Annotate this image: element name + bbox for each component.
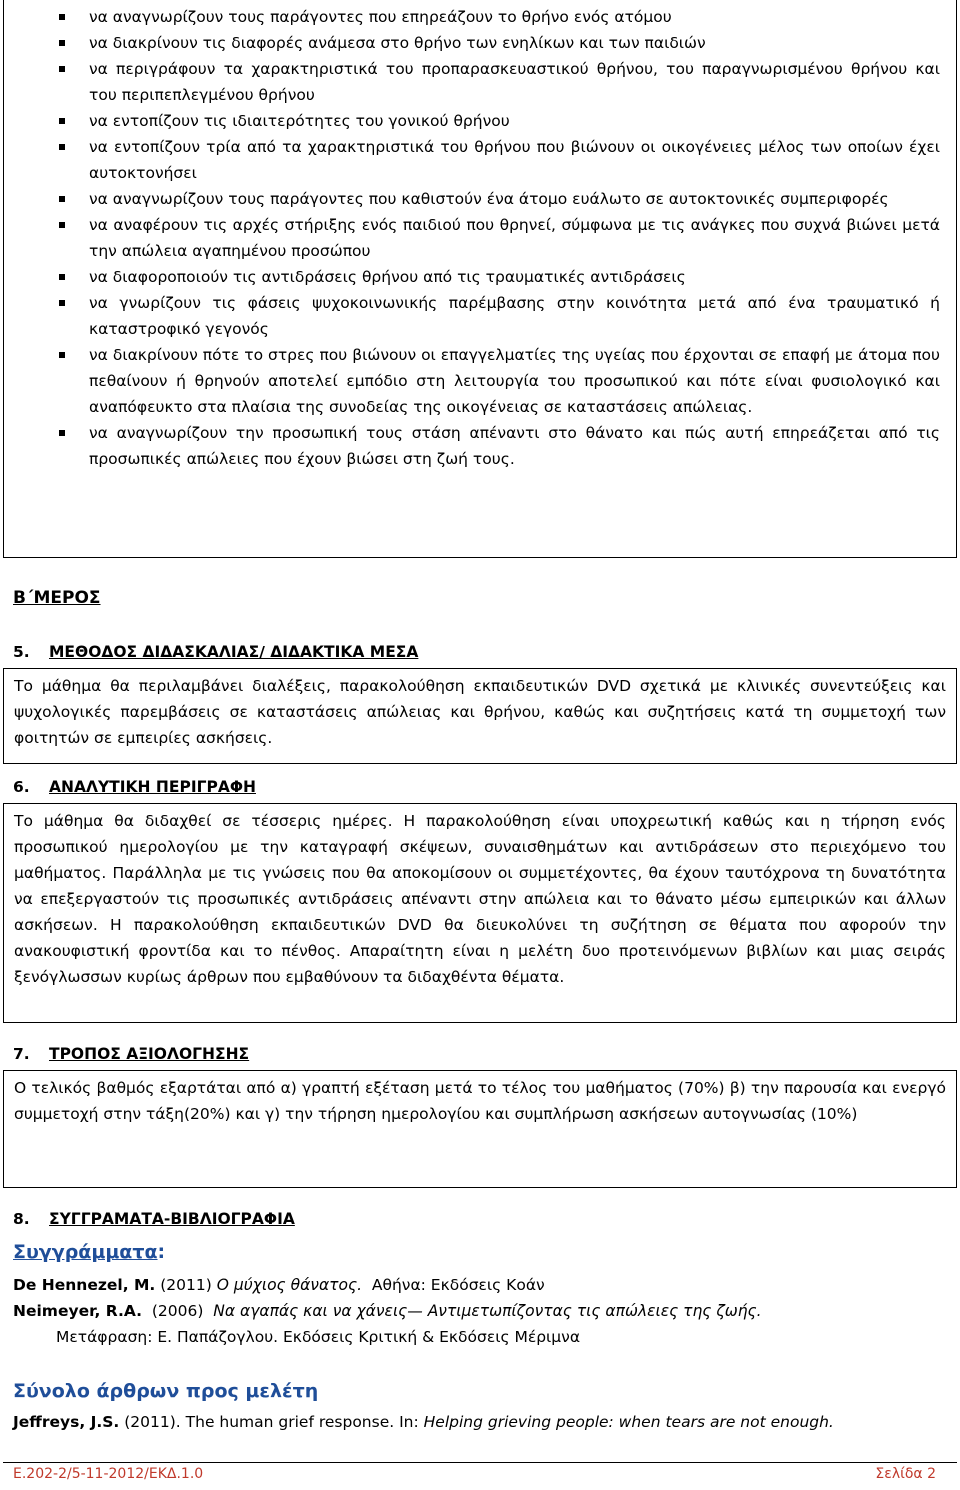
list-item: να αναγνωρίζουν τους παράγοντες που καθιστούν ένα άτομο ευάλωτο σε αυτοκτονικές συμπεριφορές	[89, 186, 940, 212]
list-item: να εντοπίζουν τρία από τα χαρακτηριστικά του θρήνου που βιώνουν οι οικογένειες μέλος των οποίων έχει αυτοκτονήσει	[89, 134, 940, 186]
section-title: ΑΝΑΛΥΤΙΚΗ ΠΕΡΙΓΡΑΦΗ	[49, 778, 256, 796]
reference-year: (2011)	[155, 1276, 217, 1294]
section-number: 6.	[13, 778, 30, 796]
reference-year: (2006)	[142, 1302, 214, 1320]
section-6-box	[3, 803, 957, 1023]
section-7-heading	[13, 1045, 249, 1063]
footer-page-number: Σελίδα 2	[875, 1466, 936, 1482]
reference-title: Να αγαπάς και να χάνεις— Αντιμετωπίζοντας τις απώλειες της ζωής.	[213, 1302, 762, 1320]
translation-line: Μετάφραση: Ε. Παπάζογλου. Εκδόσεις Κριτική & Εκδόσεις Μέριμνα	[56, 1328, 581, 1346]
list-item: να αναγνωρίζουν τους παράγοντες που επηρεάζουν το θρήνο ενός ατόμου	[89, 4, 940, 30]
books-heading	[13, 1241, 165, 1263]
section-number: 8.	[13, 1210, 30, 1228]
section-6-heading	[13, 778, 256, 796]
reference-year: (2011). The human grief response. In:	[119, 1413, 424, 1431]
section-title: ΤΡΟΠΟΣ ΑΞΙΟΛΟΓΗΣΗΣ	[49, 1045, 250, 1063]
objectives-list	[4, 0, 956, 472]
section-7-box	[3, 1070, 957, 1188]
section-number: 7.	[13, 1045, 30, 1063]
reference-item	[13, 1300, 762, 1322]
list-item: να περιγράφουν τα χαρακτηριστικά του προπαρασκευαστικού θρήνου, του παραγνωρισμένου θρήνου και του περιπεπλεγμένου θρήνου	[89, 56, 940, 108]
reference-title: Helping grieving people: when tears are not enough.	[423, 1413, 834, 1431]
reference-author: Neimeyer, R.A.	[13, 1302, 143, 1320]
objectives-box	[3, 0, 957, 558]
reference-title: Ο μύχιος θάνατος.	[216, 1276, 363, 1294]
list-item: να αναφέρουν τις αρχές στήριξης ενός παιδιού που θρηνεί, σύμφωνα με τις ανάγκες που συχνά βιώνει μετά την απώλεια αγαπημένου προσώπου	[89, 212, 940, 264]
articles-heading: Σύνολο άρθρων προς μελέτη	[13, 1380, 319, 1402]
footer-code: Ε.202-2/5-11-2012/ΕΚΔ.1.0	[13, 1466, 204, 1482]
reference-author: De Hennezel, M.	[13, 1276, 156, 1294]
books-heading-suffix: :	[157, 1241, 166, 1263]
section-body: Ο τελικός βαθμός εξαρτάται από α) γραπτή εξέταση μετά το τέλος του μαθήματος (70%) β) την παρουσία και ενεργό συμμετοχή στην τάξη(20%) και γ) την τήρηση ημερολογίου και συμπλήρωση ασκήσεων αυτογνωσίας (10%)	[14, 1079, 946, 1123]
section-body: Το μάθημα θα περιλαμβάνει διαλέξεις, παρακολούθηση εκπαιδευτικών DVD σχετικά με κλινικές συνεντεύξεις και ψυχολογικές παρεμβάσεις σε καταστάσεις απώλειας και θρήνου, καθώς και συζητήσεις κατά τη συμμετοχή των φοιτητών σε εμπειρίες ασκήσεις.	[14, 677, 946, 747]
list-item: να διακρίνουν τις διαφορές ανάμεσα στο θρήνο των ενηλίκων και των παιδιών	[89, 30, 940, 56]
list-item: να εντοπίζουν τις ιδιαιτερότητες του γονικού θρήνου	[89, 108, 940, 134]
list-item: να διαφοροποιούν τις αντιδράσεις θρήνου από τις τραυματικές αντιδράσεις	[89, 264, 940, 290]
section-body: Το μάθημα θα διδαχθεί σε τέσσερις ημέρες. Η παρακολούθηση είναι υποχρεωτική καθώς και η τήρηση ενός προσωπικού ημερολογίου με την καταγραφή σκέψεων, συναισθημάτων και αντιδράσεων στο περιεχόμενο του μαθήματος. Παράλληλα με τις γνώσεις που θα αποκομίσουν οι συμμετέχοντες, θα έχουν ταυτόχρονα τη δυνατότητα να επεξεργαστούν τις προσωπικές αντιδράσεις απέναντι στην απώλεια και το θάνατο μέσω εμπειρικών και άλλων ασκήσεων. Η παρακολούθηση εκπαιδευτικών DVD θα διευκολύνει τη συζήτηση σε θέματα που αφορούν την ανακουφιστική φροντίδα και το πένθος. Απαραίτητη είναι η μελέτη δυο προτεινόμενων βιβλίων και μιας σειράς ξενόγλωσσων κυρίως άρθρων που εμβαθύνουν τα διδαχθέντα θέματα.	[14, 812, 946, 986]
section-title: ΣΥΓΓΡΑΜΑΤΑ-ΒΙΒΛΙΟΓΡΑΦΙΑ	[49, 1210, 295, 1228]
reference-publisher: Αθήνα: Εκδόσεις Κοάν	[362, 1276, 545, 1294]
section-number: 5.	[13, 643, 30, 661]
reference-item	[13, 1411, 834, 1433]
part-title: Β΄ΜΕΡΟΣ	[13, 588, 101, 608]
section-5-heading	[13, 643, 418, 661]
section-5-box	[3, 668, 957, 764]
section-title: ΜΕΘΟΔΟΣ ΔΙΔΑΣΚΑΛΙΑΣ/ ΔΙΔΑΚΤΙΚΑ ΜΕΣΑ	[49, 643, 419, 661]
reference-author: Jeffreys, J.S.	[13, 1413, 120, 1431]
section-8-heading	[13, 1210, 295, 1228]
list-item: να διακρίνουν πότε το στρες που βιώνουν οι επαγγελματίες της υγείας που έρχονται σε επαφή με άτομα που πεθαίνουν ή θρηνούν αποτελεί εμπόδιο στη λειτουργία του προσωπικού και πότε είναι φυσιολογικό και αναπόφευκτο στα πλαίσια της συνοδείας της οικογένειας σε καταστάσεις απώλειας.	[89, 342, 940, 420]
reference-item	[13, 1274, 545, 1296]
books-heading-text: Συγγράμματα	[13, 1241, 158, 1263]
list-item: να αναγνωρίζουν την προσωπική τους στάση απέναντι στο θάνατο και πώς αυτή επηρεάζεται από τις προσωπικές απώλειες που έχουν βιώσει στη ζωή τους.	[89, 420, 940, 472]
list-item: να γνωρίζουν τις φάσεις ψυχοκοινωνικής παρέμβασης στην κοινότητα μετά από ένα τραυματικό ή καταστροφικό γεγονός	[89, 290, 940, 342]
footer-divider	[3, 1462, 957, 1463]
